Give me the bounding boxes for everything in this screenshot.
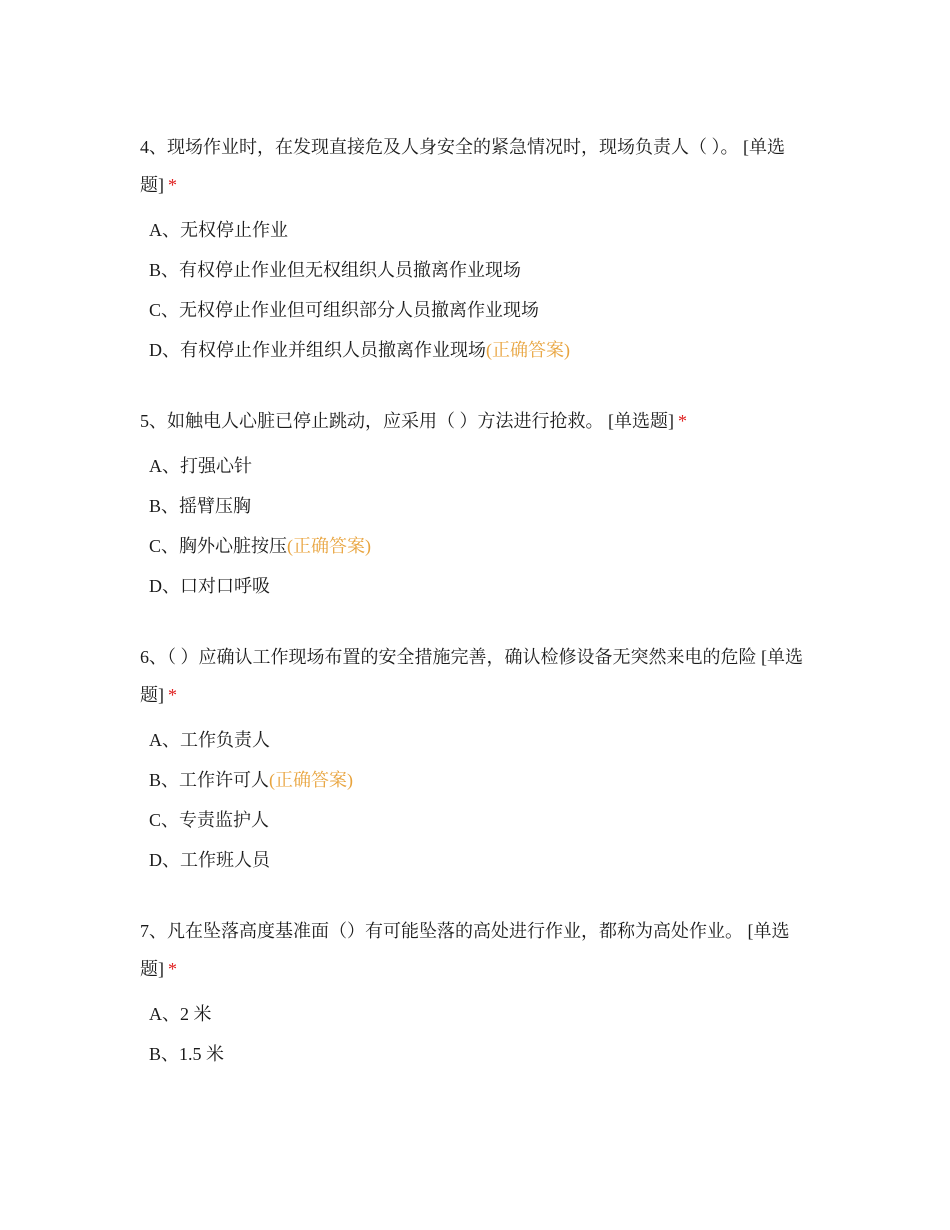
option-list (140, 994, 810, 1074)
option-list (140, 210, 810, 370)
option-c[interactable] (149, 290, 810, 330)
option-label: A、工作负责人 (149, 730, 270, 750)
option-list (140, 720, 810, 880)
question-7 (140, 912, 810, 1074)
question-list (140, 128, 810, 1106)
required-marker: * (168, 685, 177, 705)
option-label: A、2 米 (149, 1004, 212, 1024)
question-6 (140, 638, 810, 880)
option-d[interactable] (149, 840, 810, 880)
question-title (140, 912, 810, 988)
option-c[interactable] (149, 800, 810, 840)
option-label: C、胸外心脏按压 (149, 536, 288, 556)
option-label: B、工作许可人 (149, 770, 270, 790)
option-b[interactable] (149, 486, 810, 526)
question-title (140, 402, 810, 440)
option-label: D、口对口呼吸 (149, 576, 270, 596)
option-label: A、无权停止作业 (149, 220, 288, 240)
option-label: C、专责监护人 (149, 810, 270, 830)
question-text: 4、现场作业时，在发现直接危及人身安全的紧急情况时，现场负责人（ ）。 [单选题] (140, 137, 785, 195)
question-text: 7、凡在坠落高度基准面（）有可能坠落的高处进行作业，都称为高处作业。 [单选题] (140, 921, 790, 979)
correct-answer-mark: (正确答案) (269, 770, 354, 790)
option-label: A、打强心针 (149, 456, 252, 476)
option-label: B、摇臂压胸 (149, 496, 252, 516)
option-a[interactable] (149, 994, 810, 1034)
option-b[interactable] (149, 1034, 810, 1074)
question-title (140, 638, 810, 714)
question-text: 5、如触电人心脏已停止跳动，应采用（ ）方法进行抢救。 [单选题] (140, 411, 674, 431)
required-marker: * (168, 175, 177, 195)
option-list (140, 446, 810, 606)
option-d[interactable] (149, 566, 810, 606)
option-label: B、有权停止作业但无权组织人员撤离作业现场 (149, 260, 522, 280)
option-label: D、工作班人员 (149, 850, 270, 870)
required-marker: * (678, 411, 687, 431)
question-text: 6、（ ）应确认工作现场布置的安全措施完善，确认检修设备无突然来电的危险 [单选题] (140, 647, 803, 705)
question-5 (140, 402, 810, 606)
correct-answer-mark: (正确答案) (287, 536, 372, 556)
correct-answer-mark: (正确答案) (486, 340, 570, 360)
option-a[interactable] (149, 210, 810, 250)
question-title (140, 128, 810, 204)
option-b[interactable] (149, 250, 810, 290)
option-a[interactable] (149, 720, 810, 760)
option-c[interactable] (149, 526, 810, 566)
option-label: C、无权停止作业但可组织部分人员撤离作业现场 (149, 300, 540, 320)
question-4 (140, 128, 810, 370)
option-label: D、有权停止作业并组织人员撤离作业现场 (149, 340, 486, 360)
option-b[interactable] (149, 760, 810, 800)
option-label: B、1.5 米 (149, 1044, 225, 1064)
option-a[interactable] (149, 446, 810, 486)
required-marker: * (168, 959, 177, 979)
option-d[interactable] (149, 330, 810, 370)
